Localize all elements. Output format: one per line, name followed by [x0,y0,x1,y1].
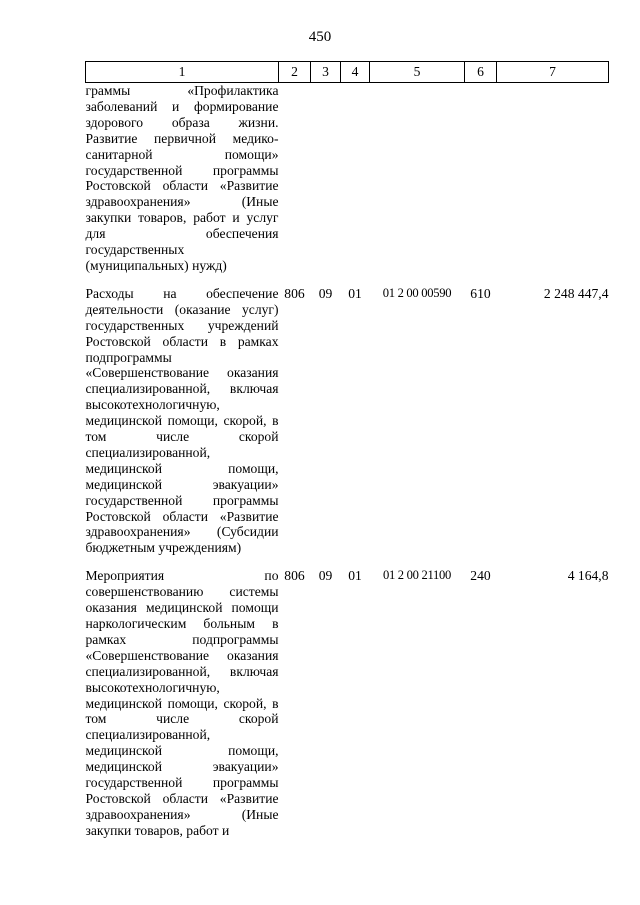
row-col-3 [311,83,341,274]
row-col-5 [370,83,465,274]
row-description: Мероприятия по совершенствованию системы оказания медицинской помощи наркологическим больным в рамках подпрограммы «Совершенствование оказания специализированной, включая высокотехнологичную, медицинской помощи, скорой, в том числе скорой специализированной, медицинской помощи, медицинской эвакуации» государственной программы Ростовской области «Развитие здравоохранения» (Иные закупки товаров, работ и [85,568,279,838]
row-col-6: 610 [470,285,491,301]
table-row [86,83,609,274]
row-description: Расходы на обеспечение деятельности (оказание услуг) государственных учреждений Ростовской области в рамках подпрограммы «Совершенствование оказания специализированной, включая высокотехнологичную, медицинской помощи, скорой, в том числе скорой специализированной, медицинской помощи, медицинской эвакуации» государственной программы Ростовской области «Развитие здравоохранения» (Субсидии бюджетным учреждениям) [85,285,279,556]
row-col-3: 09 [318,285,333,301]
column-header-6: 6 [465,62,497,83]
row-col-7: 4 164,8 [567,568,609,584]
row-col-6 [465,83,497,274]
column-header-4: 4 [341,62,370,83]
column-header-3: 3 [311,62,341,83]
page-number: 450 [308,29,332,45]
column-header-5: 5 [370,62,465,83]
budget-table [85,61,609,839]
table-header-row [86,62,609,83]
row-col-4: 01 [348,568,362,584]
row-col-2: 806 [284,285,305,301]
row-col-3: 09 [318,568,333,584]
row-col-5: 01 2 00 21100 [382,568,452,583]
table-row [86,286,609,556]
row-col-6: 240 [470,568,491,584]
row-col-2 [279,83,311,274]
row-col-7: 2 248 447,4 [543,285,609,301]
row-description: граммы «Профилактика заболеваний и формирование здорового образа жизни. Развитие первичной медико-санитарной помощи» государственной программы Ростовской области «Развитие здравоохранения» (Иные закупки товаров, работ и услуг для обеспечения государственных (муниципальных) нужд) [85,83,279,273]
row-col-2: 806 [284,568,305,584]
row-col-4: 01 [348,285,362,301]
row-col-4 [341,83,370,274]
table-row [86,568,609,838]
column-header-2: 2 [279,62,311,83]
column-header-7: 7 [497,62,609,83]
row-col-7 [497,83,609,274]
column-header-1: 1 [86,62,279,83]
row-col-5: 01 2 00 00590 [382,285,452,300]
